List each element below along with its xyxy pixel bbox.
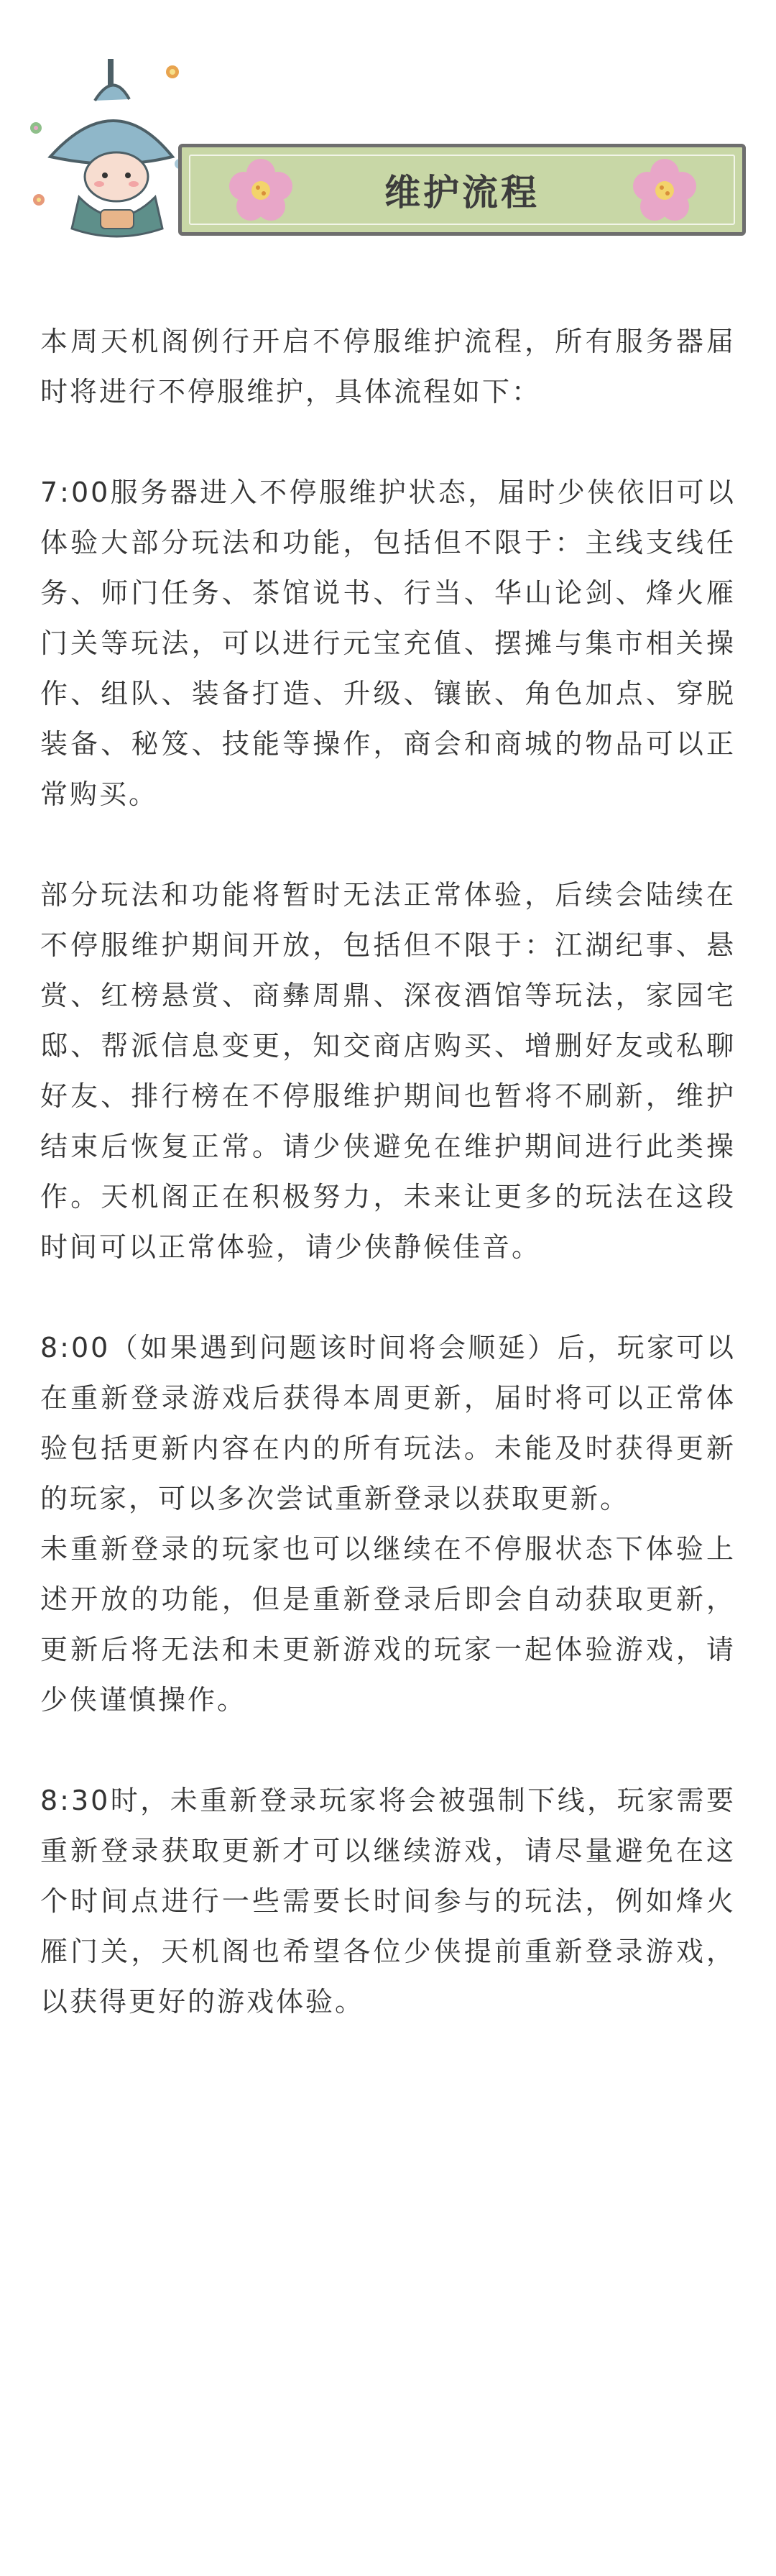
title-banner [178, 144, 746, 236]
paragraph-0830: 8:30时，未重新登录玩家将会被强制下线，玩家需要重新登录获取更新才可以继续游戏，请尽量避免在这个时间点进行一些需要长时间参与的玩法，例如烽火雁门关，天机阁也希望各位少侠提前重新登录游戏，以获得更好的游戏体验。 [40, 1785, 736, 2018]
paragraph-restricted-features: 部分玩法和功能将暂时无法正常体验，后续会陆续在不停服维护期间开放，包括但不限于：江湖纪事、悬赏、红榜悬赏、商彝周鼎、深夜酒馆等玩法，家园宅邸、帮派信息变更，知交商店购买、增删好友或私聊好友、排行榜在不停服维护期间也暂将不刷新，维护结束后恢复正常。请少侠避免在维护期间进行此类操作。天机阁正在积极努力，未来让更多的玩法在这段时间可以正常体验，请少侠静候佳音。 [40, 879, 736, 1263]
paragraph-spacer [40, 819, 736, 870]
small-flower-icon [166, 65, 179, 78]
paragraph-0700: 7:00服务器进入不停服维护状态，届时少侠依旧可以体验大部分玩法和功能，包括但不限于：主线支线任务、师门任务、茶馆说书、行当、华山论剑、烽火雁门关等玩法，可以进行元宝充值、摆摊与集市相关操作、组队、装备打造、升级、镶嵌、角色加点、穿脱装备、秘笈、技能等操作，商会和商城的物品可以正常购买。 [40, 477, 736, 810]
paragraph-intro: 本周天机阁例行开启不停服维护流程，所有服务器届时将进行不停服维护，具体流程如下： [40, 326, 736, 408]
paragraph-spacer [40, 417, 736, 467]
paragraph-0800: 8:00（如果遇到问题该时间将会顺延）后，玩家可以在重新登录游戏后获得本周更新，届时将可以正常体验包括更新内容在内的所有玩法。未能及时获得更新的玩家，可以多次尝试重新登录以获取更新。 [40, 1332, 736, 1514]
paragraph-not-relogged: 未重新登录的玩家也可以继续在不停服状态下体验上述开放的功能，但是重新登录后即会自动获取更新，更新后将无法和未更新游戏的玩家一起体验游戏，请少侠谨慎操作。 [40, 1533, 736, 1716]
paragraph-spacer [40, 1725, 736, 1775]
paragraph-spacer [40, 1272, 736, 1322]
header [0, 0, 776, 288]
article-body [40, 316, 736, 2027]
mascot-illustration [29, 56, 201, 243]
small-flower-icon [33, 194, 45, 206]
small-flower-icon [30, 122, 42, 134]
page-title: 维护流程 [384, 172, 540, 213]
